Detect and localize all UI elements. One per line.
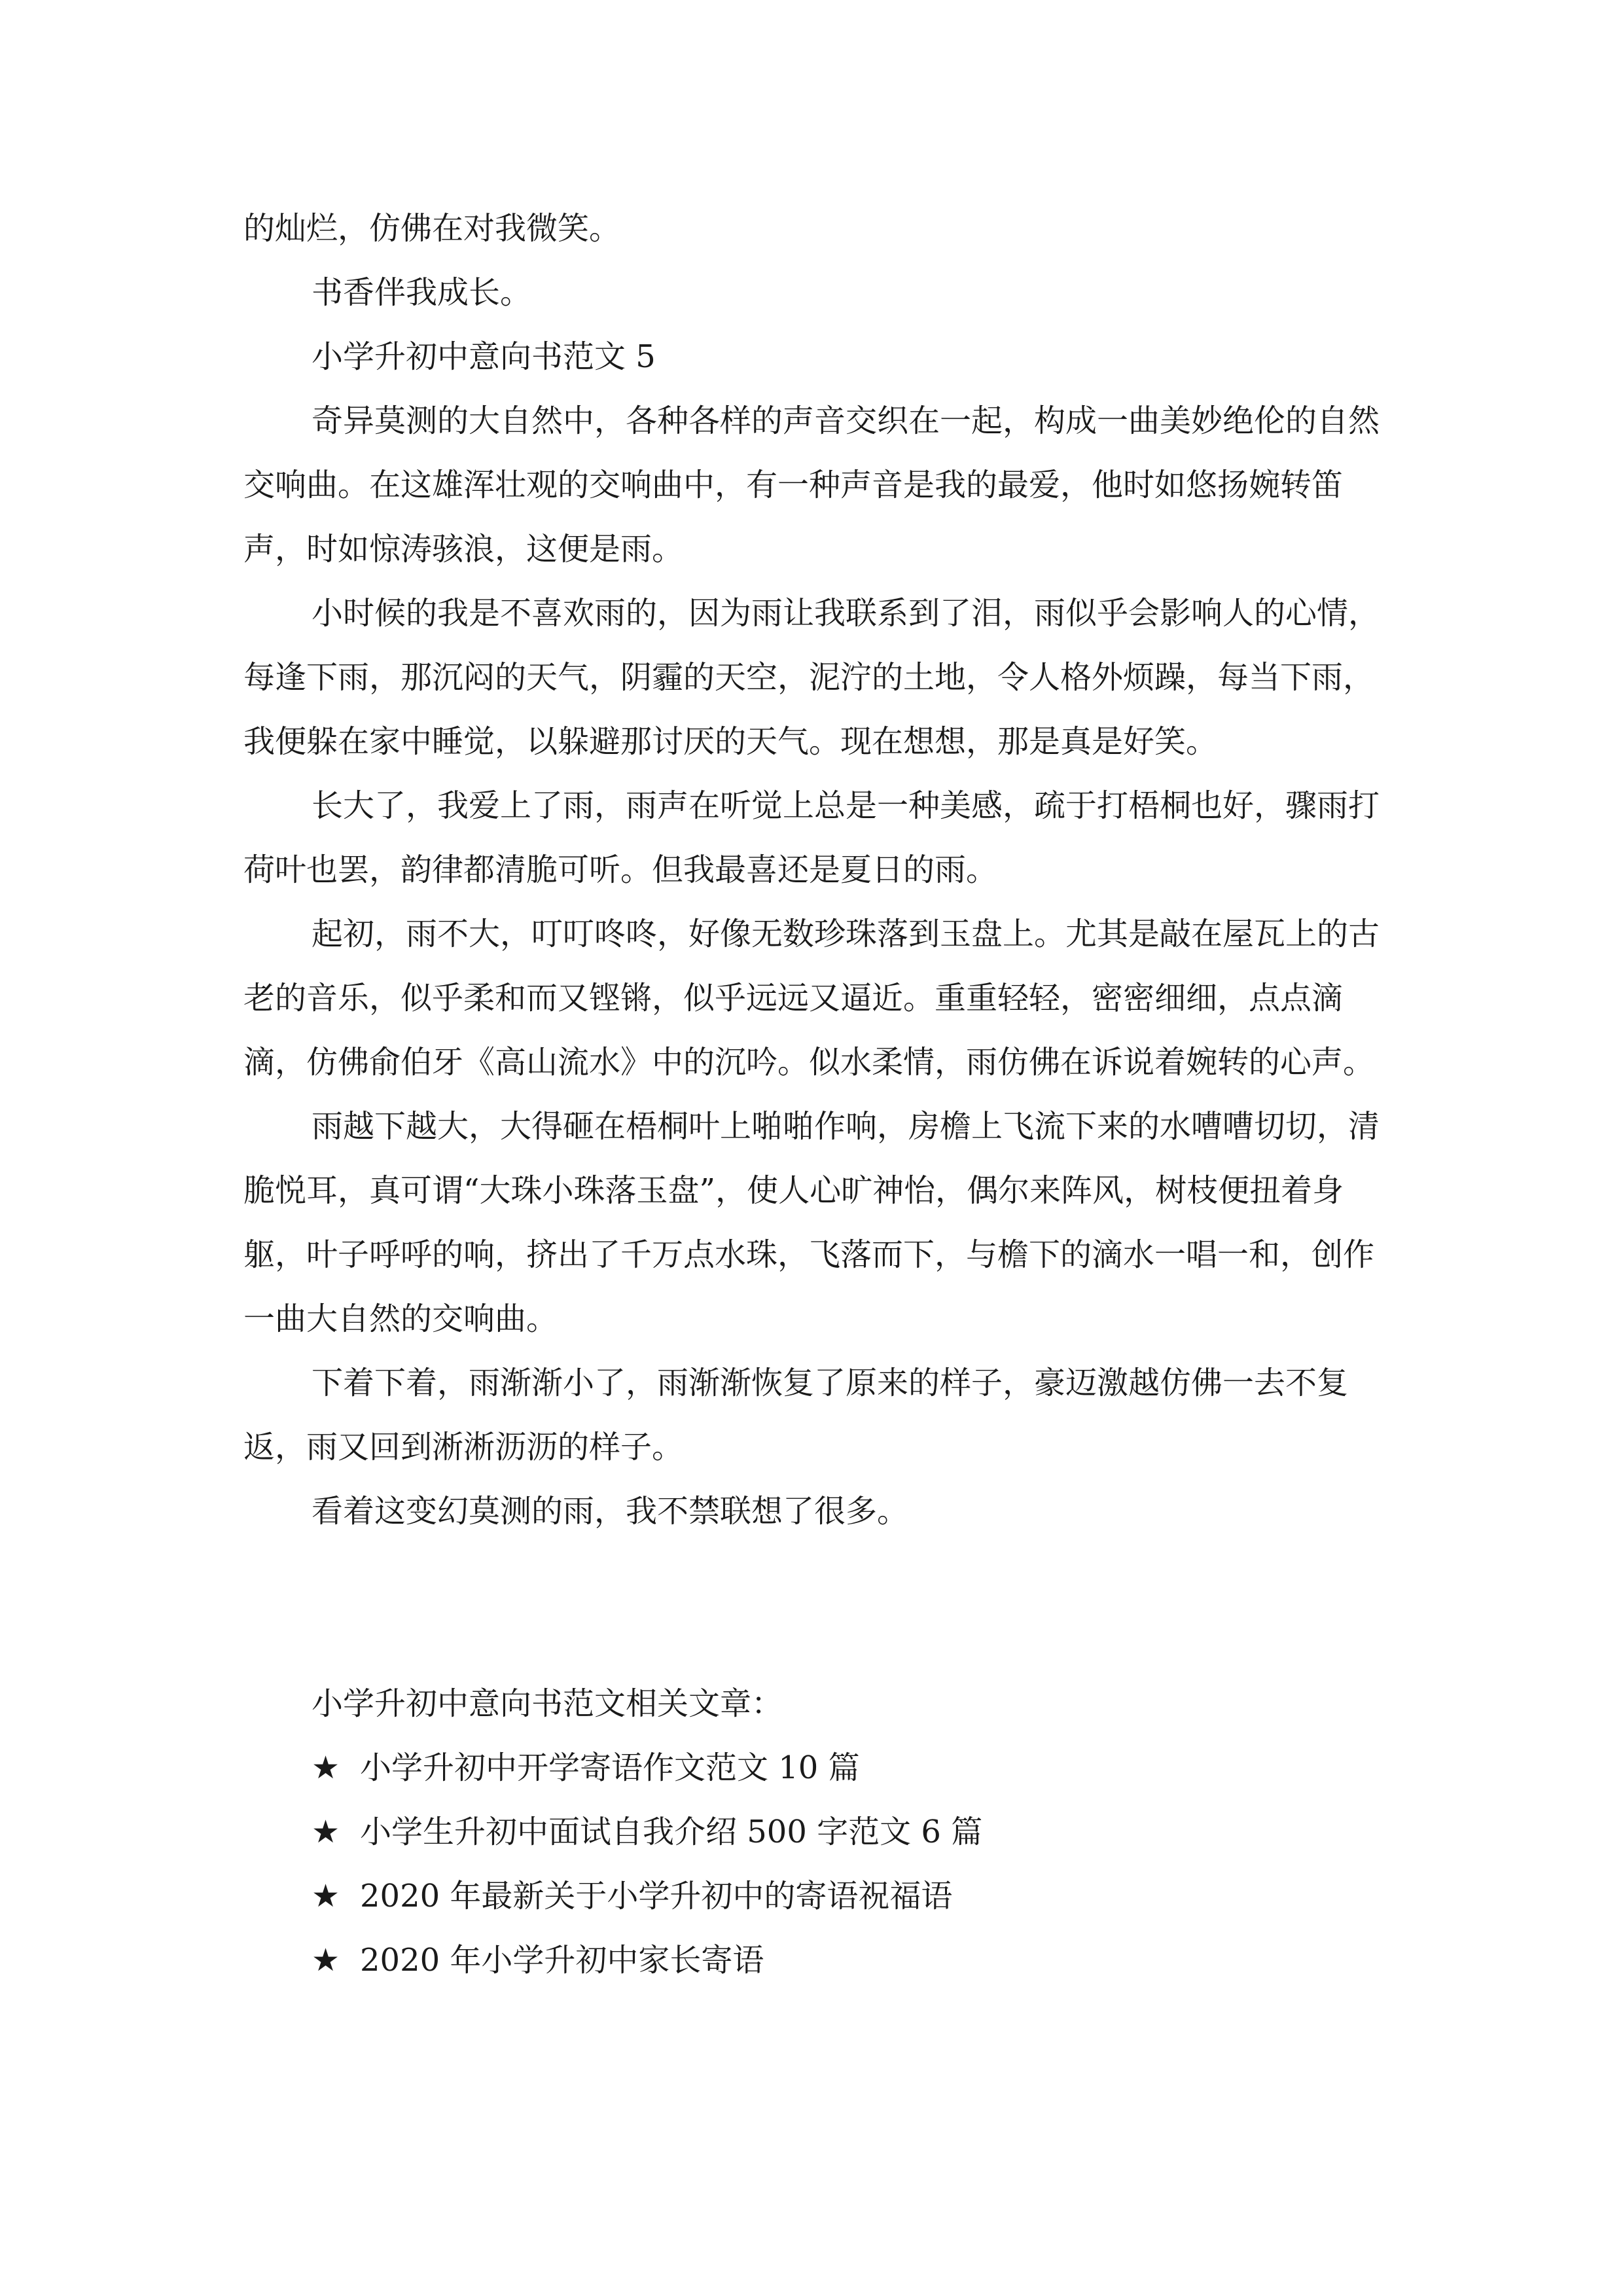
document-body — [243, 196, 1395, 1992]
related-article-link[interactable] — [243, 1864, 1395, 1928]
related-articles-title: 小学升初中意向书范文相关文章： — [312, 1685, 783, 1722]
related-article-link[interactable] — [243, 1928, 1395, 1992]
related-articles-list — [243, 1736, 1395, 1992]
section-spacer — [243, 1543, 1395, 1672]
star-icon: ★ — [312, 1814, 340, 1850]
paragraph: 起初，雨不大，叮叮咚咚，好像无数珍珠落到玉盘上。尤其是敲在屋瓦上的古老的音乐，似乎柔和而又铿锵，似乎远远又逼近。重重轻轻，密密细细，点点滴滴，仿佛俞伯牙《高山流水》中的沉吟。似水柔情，雨仿佛在诉说着婉转的心声。 — [243, 916, 1380, 1081]
paragraph: 看着这变幻莫测的雨，我不禁联想了很多。 — [312, 1493, 909, 1530]
related-article-title[interactable]: 2020 年小学升初中家长寄语 — [360, 1942, 764, 1979]
closing-line: 书香伴我成长。 — [312, 274, 532, 311]
star-icon: ★ — [312, 1942, 340, 1979]
star-icon: ★ — [312, 1878, 340, 1914]
paragraph-fragment: 的灿烂，仿佛在对我微笑。 — [243, 210, 621, 247]
paragraph: 小时候的我是不喜欢雨的，因为雨让我联系到了泪，雨似乎会影响人的心情，每逢下雨，那沉闷的天气，阴霾的天空，泥泞的土地，令人格外烦躁，每当下雨，我便躲在家中睡觉，以躲避那讨厌的天气。现在想想，那是真是好笑。 — [243, 595, 1380, 760]
related-article-link[interactable] — [243, 1800, 1395, 1864]
related-article-title[interactable]: 小学升初中开学寄语作文范文 10 篇 — [360, 1749, 860, 1786]
paragraph: 雨越下越大，大得砸在梧桐叶上啪啪作响，房檐上飞流下来的水嘈嘈切切，清脆悦耳，真可谓“大珠小珠落玉盘”，使人心旷神怡，偶尔来阵风，树枝便扭着身躯，叶子呼呼的响，挤出了千万点水珠，飞落而下，与檐下的滴水一唱一和，创作一曲大自然的交响曲。 — [243, 1108, 1380, 1337]
section-title: 小学升初中意向书范文 5 — [312, 338, 656, 375]
related-article-title[interactable]: 小学生升初中面试自我介绍 500 字范文 6 篇 — [360, 1814, 983, 1850]
paragraph: 下着下着，雨渐渐小了，雨渐渐恢复了原来的样子，豪迈激越仿佛一去不复返，雨又回到淅淅沥沥的样子。 — [243, 1365, 1349, 1465]
paragraph: 长大了，我爱上了雨，雨声在听觉上总是一种美感，疏于打梧桐也好，骤雨打荷叶也罢，韵律都清脆可听。但我最喜还是夏日的雨。 — [243, 787, 1380, 888]
star-icon: ★ — [312, 1749, 340, 1786]
related-article-link[interactable] — [243, 1736, 1395, 1800]
paragraph: 奇异莫测的大自然中，各种各样的声音交织在一起，构成一曲美妙绝伦的自然交响曲。在这雄浑壮观的交响曲中，有一种声音是我的最爱，他时如悠扬婉转笛声，时如惊涛骇浪，这便是雨。 — [243, 403, 1380, 567]
related-article-title[interactable]: 2020 年最新关于小学升初中的寄语祝福语 — [360, 1878, 953, 1914]
